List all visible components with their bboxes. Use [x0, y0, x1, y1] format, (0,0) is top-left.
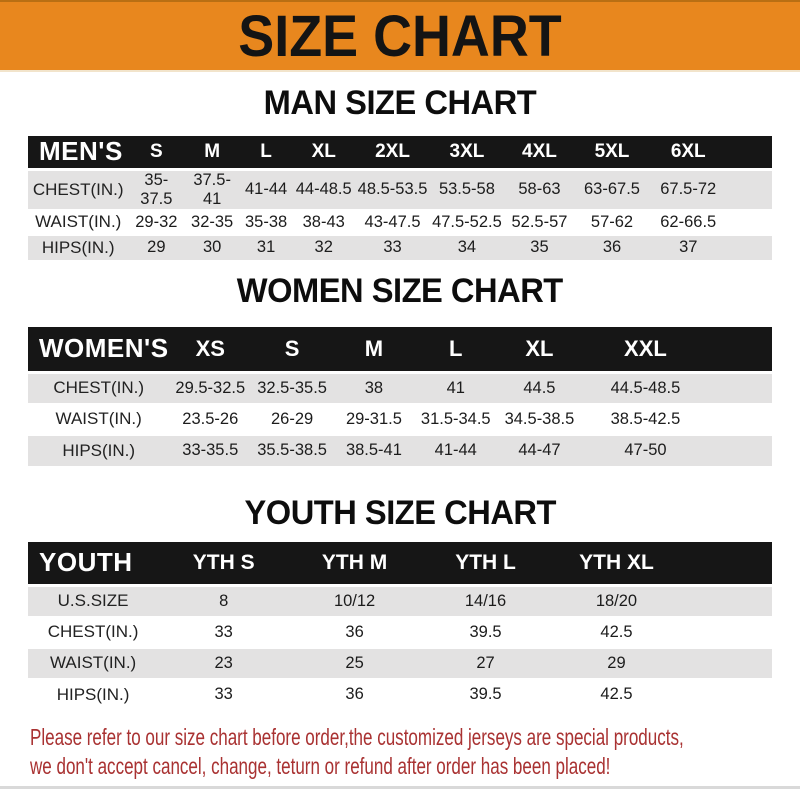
size-chart-banner: [0, 0, 800, 72]
table-row: [28, 373, 772, 404]
table-header-row: [28, 327, 772, 373]
size-column-header: 4XL: [504, 136, 575, 169]
spacer-cell: [709, 435, 772, 466]
size-value-cell: 27: [476, 653, 495, 672]
size-value-cell: 37: [679, 238, 698, 256]
size-value-cell: 34: [457, 238, 477, 256]
size-value-cell: 29-31.5: [345, 409, 402, 428]
size-value-cell: 35: [530, 238, 549, 256]
size-value-cell: 23: [214, 653, 233, 672]
size-column-header: 2XL: [355, 136, 429, 169]
size-value-cell: 10/12: [333, 591, 376, 610]
disclaimer-line-2: we don't accept cancel, change, teturn or refund after order has been placed!: [30, 752, 611, 779]
spacer-cell: [709, 373, 772, 404]
size-value-cell: 34.5-38.5: [504, 409, 575, 428]
size-value-cell: 35-38: [244, 212, 288, 231]
table-row: [28, 617, 772, 648]
size-value-cell: 57-62: [590, 212, 634, 231]
size-column-header: YTH M: [289, 542, 420, 586]
size-value-cell: 58-63: [518, 180, 561, 198]
measurement-label: CHEST(IN.): [47, 622, 139, 641]
size-value-cell: 14/16: [464, 591, 507, 610]
size-column-header: YTH XL: [551, 542, 682, 586]
table-header-row: [28, 136, 772, 169]
size-value-cell: 52.5-57: [511, 212, 568, 231]
spacer-cell: [682, 617, 772, 648]
size-value-cell: 31.5-34.5: [420, 409, 491, 428]
size-column-header: S: [128, 136, 184, 169]
table-row: [28, 235, 772, 260]
size-column-header: L: [240, 136, 292, 169]
table-row: [28, 435, 772, 466]
spacer-cell: [727, 235, 772, 260]
size-value-cell: 37.5-41: [193, 170, 231, 208]
size-value-cell: 26-29: [271, 409, 314, 428]
measurement-label: HIPS(IN.): [41, 237, 115, 257]
size-value-cell: 53.5-58: [438, 180, 495, 198]
size-value-cell: 44-47: [518, 441, 561, 459]
measurement-label: WAIST(IN.): [55, 409, 142, 428]
youth-size-table: [28, 542, 772, 710]
disclaimer-text: [30, 723, 800, 781]
size-value-cell: 33: [214, 622, 233, 641]
spacer-cell: [727, 169, 772, 210]
size-value-cell: 41: [446, 378, 465, 397]
size-column-header: YTH L: [420, 542, 551, 586]
measurement-label: CHEST(IN.): [53, 378, 145, 398]
size-column-header: XL: [292, 136, 355, 169]
table-row: [28, 169, 772, 210]
spacer-cell: [682, 586, 772, 617]
size-value-cell: 42.5: [600, 685, 633, 703]
size-value-cell: 42.5: [600, 622, 633, 641]
size-value-cell: 38-43: [302, 212, 345, 231]
size-value-cell: 18/20: [595, 591, 638, 610]
measurement-label: HIPS(IN.): [56, 684, 130, 704]
spacer-cell: [682, 648, 772, 679]
table-row: [28, 648, 772, 679]
table-group-label: MEN'S: [28, 136, 128, 169]
disclaimer-line-1: Please refer to our size chart before order,the customized jerseys are special products,: [30, 723, 684, 750]
size-value-cell: 44.5-48.5: [610, 378, 681, 397]
size-value-cell: 36: [345, 685, 364, 703]
size-column-header: XS: [169, 327, 251, 373]
size-value-cell: 35-37.5: [140, 170, 173, 208]
size-value-cell: 29.5-32.5: [175, 378, 246, 397]
youth-section-heading-text: YOUTH SIZE CHART: [244, 493, 556, 532]
table-row: [28, 679, 772, 710]
youth-section-heading: [0, 495, 800, 531]
size-value-cell: 33: [383, 238, 402, 256]
size-column-header: M: [184, 136, 240, 169]
size-value-cell: 32: [314, 238, 333, 256]
spacer-cell: [709, 327, 772, 373]
size-value-cell: 67.5-72: [660, 180, 717, 198]
size-value-cell: 36: [345, 622, 364, 641]
size-value-cell: 35.5-38.5: [257, 441, 327, 459]
spacer-cell: [709, 404, 772, 435]
size-value-cell: 29-32: [135, 212, 178, 231]
size-value-cell: 30: [202, 238, 222, 256]
women-size-table: [28, 327, 772, 466]
table-row: [28, 404, 772, 435]
size-value-cell: 63-67.5: [584, 180, 640, 198]
women-section-heading-text: WOMEN SIZE CHART: [237, 271, 563, 310]
size-value-cell: 44.5: [523, 378, 556, 397]
spacer-cell: [727, 210, 772, 235]
bottom-divider: [0, 786, 800, 789]
size-column-header: M: [333, 327, 415, 373]
spacer-cell: [682, 679, 772, 710]
table-row: [28, 586, 772, 617]
size-value-cell: 47-50: [624, 441, 667, 459]
size-value-cell: 47.5-52.5: [432, 212, 502, 231]
size-value-cell: 29: [607, 653, 626, 672]
table-header-row: [28, 542, 772, 586]
size-value-cell: 62-66.5: [660, 212, 717, 231]
size-column-header: L: [415, 327, 497, 373]
size-value-cell: 39.5: [469, 622, 502, 641]
size-value-cell: 38.5-42.5: [610, 409, 681, 428]
size-value-cell: 31: [256, 238, 276, 256]
size-column-header: YTH S: [158, 542, 289, 586]
size-value-cell: 33-35.5: [182, 441, 239, 459]
spacer-cell: [682, 542, 772, 586]
table-group-label: WOMEN'S: [28, 327, 169, 373]
size-column-header: XXL: [582, 327, 708, 373]
measurement-label: CHEST(IN.): [32, 179, 124, 199]
size-value-cell: 38.5-41: [345, 441, 402, 459]
size-column-header: S: [251, 327, 333, 373]
man-section-heading-text: MAN SIZE CHART: [263, 84, 537, 122]
measurement-label: WAIST(IN.): [35, 212, 122, 231]
spacer-cell: [727, 136, 772, 169]
table-row: [28, 210, 772, 235]
size-value-cell: 29: [147, 238, 166, 256]
size-value-cell: 8: [219, 591, 229, 610]
size-value-cell: 36: [602, 238, 622, 256]
size-value-cell: 48.5-53.5: [357, 180, 428, 198]
size-column-header: 5XL: [575, 136, 649, 169]
table-group-label: YOUTH: [28, 542, 158, 586]
size-value-cell: 23.5-26: [182, 409, 239, 428]
measurement-label: WAIST(IN.): [49, 653, 137, 672]
size-column-header: XL: [497, 327, 583, 373]
man-section-heading: [0, 85, 800, 121]
size-value-cell: 32-35: [191, 212, 234, 231]
women-section-heading: [0, 273, 800, 309]
size-value-cell: 39.5: [469, 685, 502, 703]
size-value-cell: 41-44: [434, 441, 477, 459]
measurement-label: U.S.SIZE: [57, 591, 129, 611]
banner-title: SIZE CHART: [238, 2, 562, 69]
size-value-cell: 43-47.5: [364, 212, 421, 231]
measurement-label: HIPS(IN.): [62, 440, 136, 460]
size-value-cell: 44-48.5: [295, 180, 352, 198]
size-value-cell: 38: [364, 378, 384, 397]
size-column-header: 3XL: [430, 136, 504, 169]
size-value-cell: 32.5-35.5: [257, 378, 327, 397]
men-size-table: [28, 136, 772, 260]
size-value-cell: 33: [214, 685, 233, 703]
size-column-header: 6XL: [649, 136, 727, 169]
size-value-cell: 41-44: [244, 180, 288, 198]
size-value-cell: 25: [345, 653, 364, 672]
